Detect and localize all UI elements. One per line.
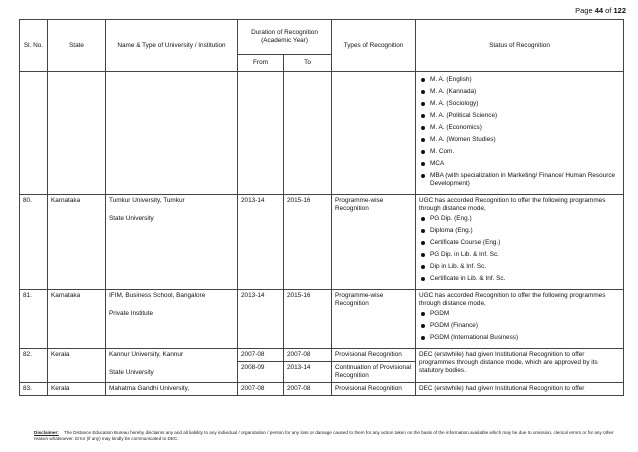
list-item: MCA: [419, 160, 620, 168]
list-item: MBA (with specialization in Marketing/ Finance/ Human Resource Development): [419, 172, 620, 188]
status-cell: [416, 72, 624, 195]
list-item: PGDM (International Business): [419, 334, 620, 342]
list-item: Certificate Course (Eng.): [419, 239, 620, 247]
name-cell: Tumkur University, Tumkur State University: [106, 195, 238, 290]
list-item: PGDM: [419, 310, 620, 318]
list-item: M. A. (Kannada): [419, 88, 620, 96]
recognition-cell: Programme-wise Recognition: [332, 195, 416, 290]
header-to: To: [284, 55, 332, 72]
list-item: PG Dip. in Lib. & Inf. Sc.: [419, 251, 620, 259]
to-cell: 2015-16: [284, 290, 332, 349]
header-name-type: Name & Type of University / Institution: [106, 20, 238, 72]
list-item: M. A. (Economics): [419, 124, 620, 132]
header-duration: Duration of Recognition (Academic Year): [238, 20, 332, 55]
from-cell: 2013-14: [238, 290, 284, 349]
name-cell: IFIM, Business School, Bangalore Private Institute: [106, 290, 238, 349]
header-state: State: [48, 20, 106, 72]
table-row: [20, 195, 624, 290]
list-item: Diploma (Eng.): [419, 227, 620, 235]
recognition-cell: Provisional Recognition: [332, 383, 416, 396]
recognition-table: [19, 19, 624, 396]
programme-list: [419, 76, 620, 188]
recognition-cell: Provisional Recognition: [332, 349, 416, 362]
list-item: Certificate in Lib. & Inf. Sc.: [419, 275, 620, 283]
list-item: Dip in Lib. & Inf. Sc.: [419, 263, 620, 271]
disclaimer-label: Disclaimer:: [34, 430, 59, 435]
header-sl-no: Sl. No.: [20, 20, 48, 72]
list-item: M. A. (Women Studies): [419, 136, 620, 144]
header-from: From: [238, 55, 284, 72]
list-item: M. Com.: [419, 148, 620, 156]
state-cell: Kerala: [48, 383, 106, 396]
sl-cell: 83.: [20, 383, 48, 396]
recognition-cell: Programme-wise Recognition: [332, 290, 416, 349]
name-cell: Mahatma Gandhi University,: [106, 383, 238, 396]
header-types: Types of Recognition: [332, 20, 416, 72]
to-cell: 2007-08: [284, 383, 332, 396]
to-cell: 2015-16: [284, 195, 332, 290]
table-row: [20, 72, 624, 195]
list-item: M. A. (English): [419, 76, 620, 84]
to-cell: 2007-08: [284, 349, 332, 362]
disclaimer: [34, 430, 614, 443]
programme-list: [419, 310, 620, 342]
table-row: [20, 349, 624, 362]
page-number: Page 44 of 122: [575, 6, 626, 15]
from-cell: 2007-08: [238, 349, 284, 362]
state-cell: Karnataka: [48, 290, 106, 349]
sl-cell: 81.: [20, 290, 48, 349]
state-cell: Karnataka: [48, 195, 106, 290]
status-cell: DEC (erstwhile) had given Institutional Recognition to offer programmes through distance mode, which are approved by its statutory bodies.: [416, 349, 624, 383]
list-item: PGDM (Finance): [419, 322, 620, 330]
from-cell: 2013-14: [238, 195, 284, 290]
list-item: M. A. (Sociology): [419, 100, 620, 108]
from-cell: 2007-08: [238, 383, 284, 396]
sl-cell: 80.: [20, 195, 48, 290]
header-status: Status of Recognition: [416, 20, 624, 72]
disclaimer-text: The Distance Education Bureau hereby disclaims any and all liability to any individual / organization / person for any loss or damage caused to them for any action taken on the basis of the information available which may be due to omission, clerical errors or for any other reason whatsoever. Error (if any) may kindly be communicated to DEC.: [34, 430, 614, 442]
programme-list: [419, 215, 620, 283]
status-cell: UGC has accorded Recognition to offer the following programmes through distance mode, PG Dip. (Eng.) Diploma (Eng.) Certificate Course (Eng.) PG Dip. in Lib. & Inf. Sc. Dip in Lib. & Inf. Sc. Certificate in Lib. & Inf. Sc.: [416, 195, 624, 290]
sl-cell: 82.: [20, 349, 48, 383]
table-row: [20, 383, 624, 396]
status-cell: UGC has accorded Recognition to offer the following programmes through distance mode, PGDM PGDM (Finance) PGDM (International Business): [416, 290, 624, 349]
status-cell: DEC (erstwhile) had given Institutional Recognition to offer: [416, 383, 624, 396]
list-item: M. A. (Political Science): [419, 112, 620, 120]
list-item: PG Dip. (Eng.): [419, 215, 620, 223]
recognition-cell: Continuation of Provisional Recognition: [332, 362, 416, 383]
state-cell: Kerala: [48, 349, 106, 383]
table-row: [20, 290, 624, 349]
name-cell: Kannur University, Kannur State University: [106, 349, 238, 383]
from-cell: 2008-09: [238, 362, 284, 383]
to-cell: 2013-14: [284, 362, 332, 383]
